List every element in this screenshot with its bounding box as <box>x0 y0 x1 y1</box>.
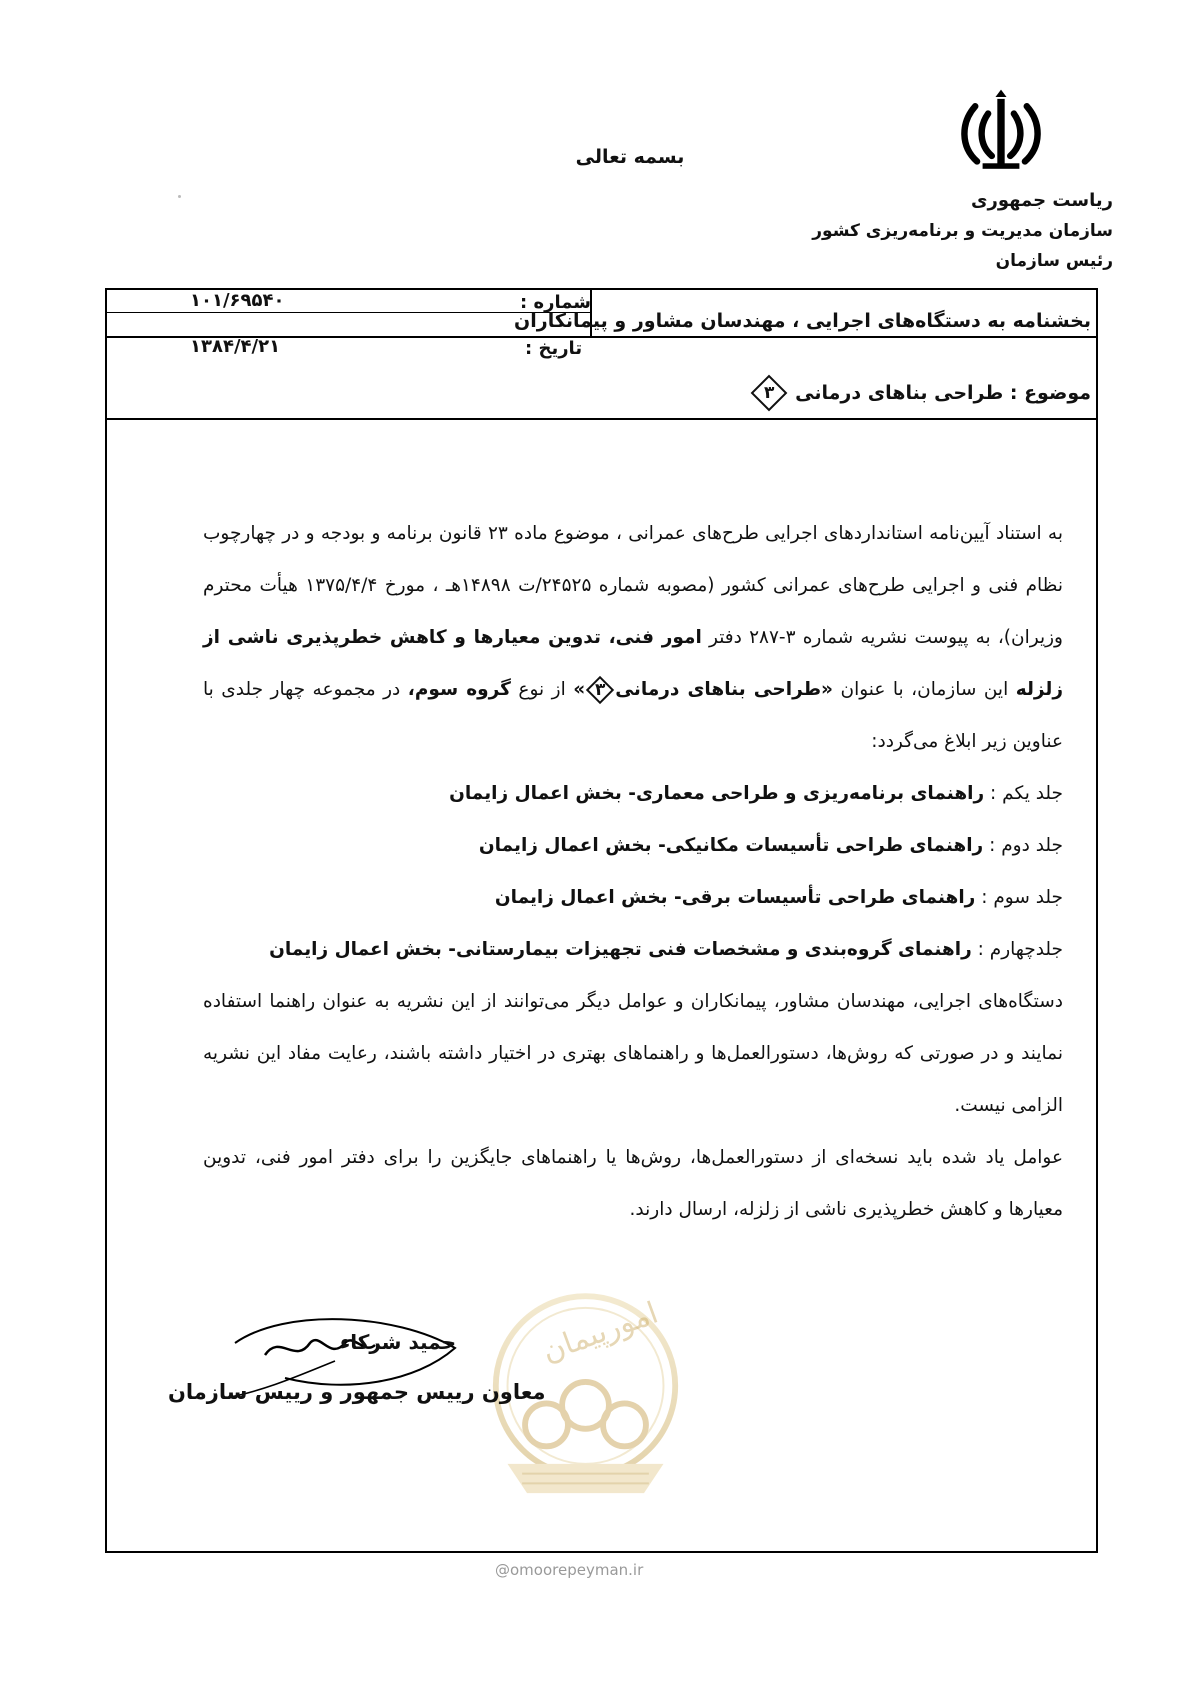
volume-title: راهنمای برنامه‌ریزی و طراحی معماری- بخش اعمال زایمان <box>449 783 985 804</box>
number-value: ۱۰۱/۶۹۵۴۰ <box>190 290 285 311</box>
scan-speck <box>178 195 181 198</box>
paragraph-1-bold-quote: » <box>573 679 586 700</box>
volume-title: راهنمای گروه‌بندی و مشخصات فنی تجهیزات بیمارستانی- بخش اعمال زایمان <box>269 939 972 960</box>
subject-line <box>751 375 1091 411</box>
inline-volume-badge <box>585 675 615 705</box>
org-line-head: رئیس سازمان <box>995 251 1113 271</box>
inline-volume-badge-number: ۳ <box>595 680 606 700</box>
divider-subject <box>105 418 1098 420</box>
number-label: شماره : <box>520 292 591 313</box>
paragraph-1-bold-office: امور فنی، تدوین معیارها و کاهش خطرپذیری ناشی از زلزله <box>203 627 1063 700</box>
iran-emblem-icon <box>955 86 1047 178</box>
volume-badge-number: ۳ <box>763 383 775 403</box>
signatory-title: معاون رییس جمهور و رییس سازمان <box>168 1380 546 1404</box>
volume-title: راهنمای طراحی تأسیسات برقی- بخش اعمال زایمان <box>494 887 976 908</box>
org-line-organization: سازمان مدیریت و برنامه‌ریزی کشور <box>812 221 1113 241</box>
paragraph-1-bold-group: گروه سوم، <box>407 679 511 700</box>
paragraph-1-part-c: از نوع <box>518 679 566 700</box>
volume-label: جلد یکم : <box>990 783 1063 804</box>
paragraph-1-part-a: به استناد آیین‌نامه استانداردهای اجرایی طرح‌های عمرانی ، موضوع ماده ۲۳ قانون برنامه و بودجه و در چهارچوب نظام فنی و اجرایی طرح‌های عمرانی کشور (مصوبه شماره ۲۴۵۲۵/ت ۱۴۸۹۸هـ ، مورخ ۱۳۷۵/۴/۴ هیأت محترم وزیران)، به پیوست نشریه شماره ۳-۲۸۷ دفتر <box>203 523 1064 648</box>
volume-item-4 <box>203 924 1063 976</box>
volume-label: جلد سوم : <box>981 887 1063 908</box>
paragraph-1 <box>203 508 1063 768</box>
volume-badge <box>751 375 787 411</box>
website-watermark: @omoorepeyman.ir <box>495 1561 644 1579</box>
volume-item-3 <box>203 872 1063 924</box>
org-line-presidency: ریاست جمهوری <box>971 190 1113 211</box>
stamp-text: امورپیمان <box>537 1295 663 1370</box>
volume-item-1 <box>203 768 1063 820</box>
paragraph-3: عوامل یاد شده باید نسخه‌ای از دستورالعمل‌ها، روش‌ها یا راهنماهای جایگزین را برای دفتر امور فنی، تدوین معیارها و کاهش خطرپذیری ناشی از زلزله، ارسال دارند. <box>203 1147 1063 1220</box>
subject-text: موضوع : طراحی بناهای درمانی <box>795 382 1091 404</box>
volume-item-2 <box>203 820 1063 872</box>
date-value: ۱۳۸۴/۴/۲۱ <box>190 336 281 357</box>
signatory-name: حمید شرکاء <box>340 1330 456 1354</box>
addressee: بخشنامه به دستگاه‌های اجرایی ، مهندسان مشاور و پیمانکاران <box>514 310 1091 332</box>
basmala: بسمه تعالی <box>575 146 685 168</box>
paragraph-1-bold-title: «طراحی بناهای درمانی <box>615 679 833 700</box>
volume-label: جلدچهارم : <box>977 939 1063 960</box>
paragraph-1-part-d: در مجموعه چهار جلدی با عناوین زیر ابلاغ می‌گردد: <box>203 679 1063 752</box>
paragraph-2: دستگاه‌های اجرایی، مهندسان مشاور، پیمانکاران و عوامل دیگر می‌توانند از این نشریه به عنوان راهنما استفاده نمایند و در صورتی که روش‌ها، دستورالعمل‌ها و راهنماهای بهتری در اختیار داشته باشند، رعایت مفاد این نشریه الزامی نیست. <box>203 991 1063 1116</box>
volume-title: راهنمای طراحی تأسیسات مکانیکی- بخش اعمال زایمان <box>478 835 984 856</box>
letter-body <box>203 508 1063 1236</box>
paragraph-1-part-b: این سازمان، با عنوان <box>840 679 1009 700</box>
volume-label: جلد دوم : <box>989 835 1063 856</box>
letterhead <box>813 186 1113 276</box>
volume-list <box>203 768 1063 976</box>
date-label: تاریخ : <box>525 338 583 359</box>
